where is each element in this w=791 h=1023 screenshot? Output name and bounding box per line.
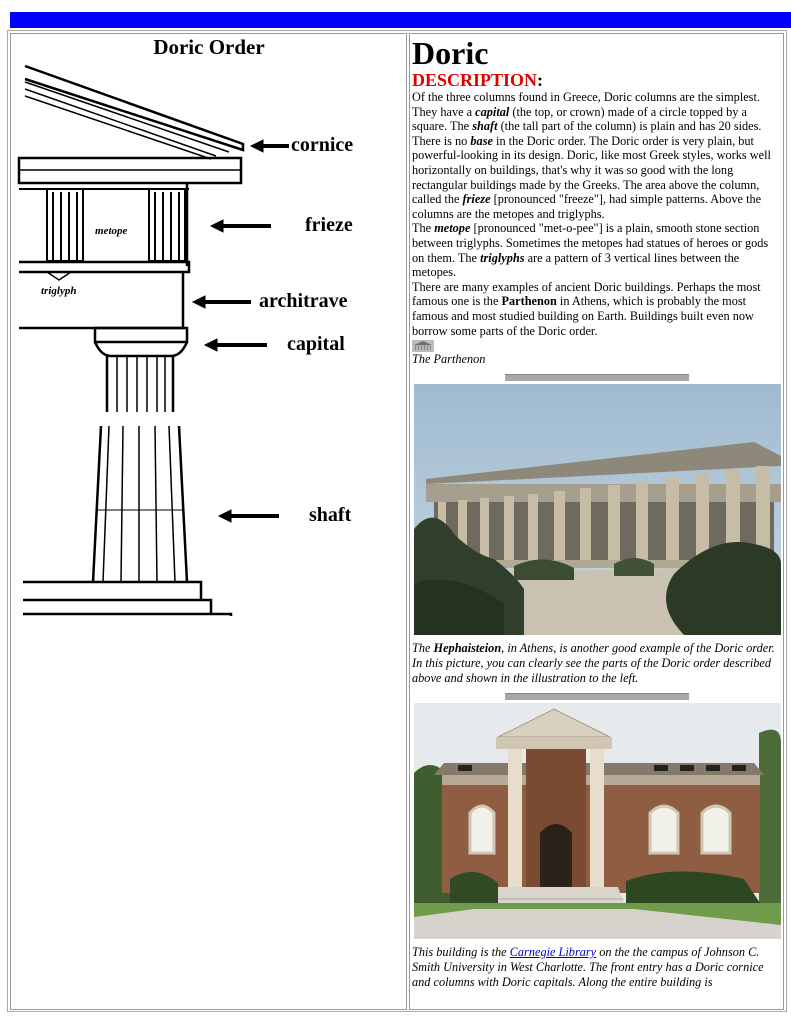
text-run: , in Athens, is another good example of the Doric order. In this picture, you can clearly see the parts of the Doric order described above and shown in the illustration to the left. [412,641,775,686]
paragraph-2 [412,221,781,279]
top-blue-bar [10,12,791,28]
emphasis-term: Hephaisteion [433,641,502,656]
text-run: There are many examples of ancient Doric buildings. Perhaps the most famous one is the [412,279,761,309]
hephaisteion-caption [412,641,781,686]
parthenon-thumbnail[interactable] [412,340,434,352]
paragraph-3 [412,280,781,338]
description-heading [412,70,781,90]
text-run: [pronounced "freeze"], had simple patterns. Above the columns are the metopes and triglyphs. [412,192,762,221]
label-capital: capital [287,333,345,355]
emphasis-term: metope [434,221,471,236]
text-run: (the tall part of the column) is plain and has 20 sides. There is no [412,119,762,148]
divider-2 [505,693,689,700]
diagram-title: Doric Order [153,35,265,59]
label-architrave: architrave [259,290,348,312]
text-run: (the top, or crown) made of a circle topped by a square. The [412,104,747,134]
description-label: DESCRIPTION [412,70,538,90]
hephaisteion-photo [414,384,781,635]
content-cell [409,33,784,1010]
text-run: The [412,221,435,236]
text-run: in the Doric order. The Doric order is very plain, but powerful-looking in its design. Doric, like most Greek styles, works well horizontally on buildings, that's why it was so good with the long rectangular buildings made by the Greeks. The area above the column, called the [412,133,771,207]
doric-order-diagram [11,34,406,634]
label-triglyph: triglyph [41,285,77,297]
text-run: on the the campus of Johnson C. Smith University in West Charlotte. The front entry has a Doric cornice and columns with Doric capitals. Along the entire building is [412,945,764,990]
label-shaft: shaft [309,504,352,526]
text-run: [pronounced "met-o-pee"] is a plain, smooth stone section between triglyphs. Sometimes the metopes had statues of heroes or gods on them. The [412,221,769,265]
parthenon-caption: The Parthenon [412,352,486,367]
text-run: are a pattern of 3 vertical lines between the metopes. [412,250,740,280]
library-caption [412,945,781,990]
emphasis-term: frieze [462,192,491,207]
text-run: The [412,641,434,656]
text-run: Of the three columns found in Greece, Doric columns are the simplest. They have a [412,90,760,119]
emphasis-term: Parthenon [501,294,557,309]
text-run: This building is the [412,945,510,960]
divider [505,374,689,381]
carnegie-library-link[interactable]: Carnegie Library [509,945,597,960]
label-cornice: cornice [291,134,354,156]
emphasis-term: shaft [472,119,498,134]
text-run: in Athens, which is probably the most famous and most studied building on Earth. Buildings built even now borrow some parts of the Doric order. [412,294,754,338]
diagram-cell [10,33,407,1010]
emphasis-term: capital [475,104,510,119]
emphasis-term: base [470,133,493,148]
description-colon: : [537,70,544,90]
page-title: Doric [412,35,489,71]
emphasis-term: triglyphs [480,250,525,265]
carnegie-library-photo [414,703,781,939]
label-metope: metope [95,225,128,237]
paragraph-1 [412,90,781,221]
label-frieze: frieze [305,214,353,236]
